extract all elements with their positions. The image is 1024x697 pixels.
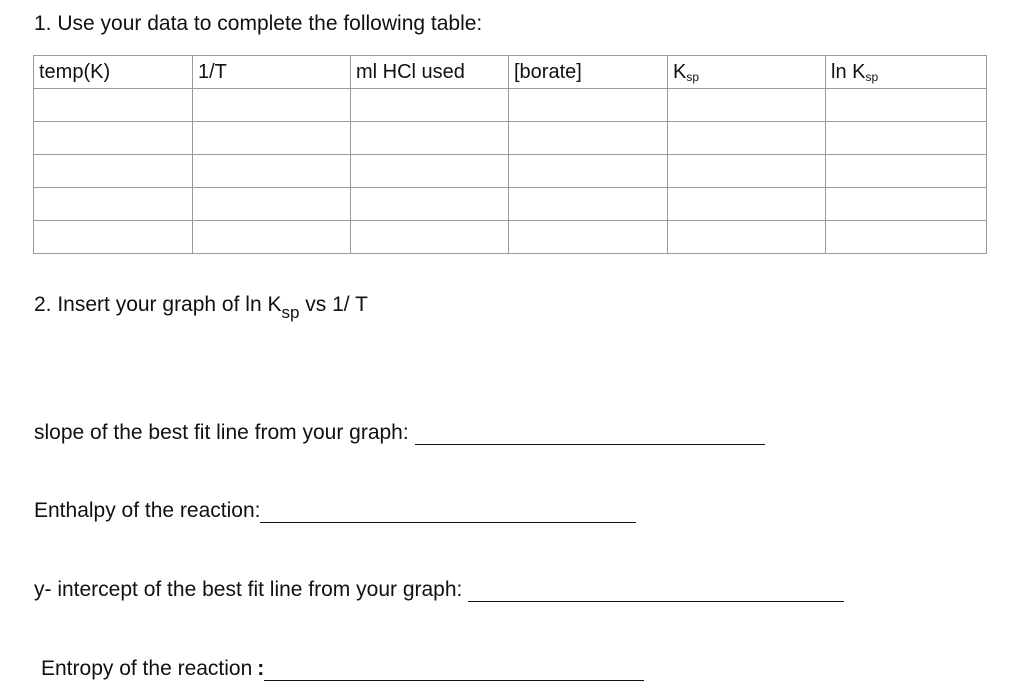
table-cell[interactable] (193, 122, 351, 155)
header-ksp (668, 56, 826, 89)
table-row (34, 155, 987, 188)
question-2-suffix: vs 1/ T (299, 293, 368, 316)
question-2-prompt (34, 293, 368, 322)
table-row (34, 188, 987, 221)
enthalpy-answer-line[interactable] (260, 502, 636, 523)
header-temp: temp(K) (34, 56, 193, 89)
y-intercept-label: y- intercept of the best fit line from your graph: (34, 578, 463, 601)
table-cell[interactable] (668, 89, 826, 122)
table-cell[interactable] (826, 188, 987, 221)
header-ksp-main: K (673, 60, 687, 83)
table-cell[interactable] (826, 155, 987, 188)
header-ln-ksp (826, 56, 987, 89)
entropy-colon: : (257, 657, 265, 680)
header-ln-ksp-subscript: sp (865, 69, 879, 84)
table-row (34, 89, 987, 122)
table-cell[interactable] (668, 122, 826, 155)
table-cell[interactable] (826, 221, 987, 254)
table-cell[interactable] (351, 155, 509, 188)
table-cell[interactable] (668, 155, 826, 188)
table-cell[interactable] (193, 89, 351, 122)
table-cell[interactable] (34, 89, 193, 122)
table-cell[interactable] (668, 188, 826, 221)
entropy-field (41, 657, 644, 681)
enthalpy-label: Enthalpy of the reaction: (34, 499, 261, 522)
table-cell[interactable] (193, 155, 351, 188)
slope-label: slope of the best fit line from your graph: (34, 421, 409, 444)
table-cell[interactable] (509, 89, 668, 122)
table-cell[interactable] (34, 221, 193, 254)
table-cell[interactable] (826, 89, 987, 122)
question-1-prompt: 1. Use your data to complete the following table: (34, 12, 483, 35)
data-table (33, 55, 987, 254)
table-cell[interactable] (34, 155, 193, 188)
table-row (34, 122, 987, 155)
table-cell[interactable] (193, 221, 351, 254)
table-cell[interactable] (34, 122, 193, 155)
table-header-row (34, 56, 987, 89)
table-cell[interactable] (34, 188, 193, 221)
table-cell[interactable] (826, 122, 987, 155)
table-cell[interactable] (668, 221, 826, 254)
table-cell[interactable] (509, 155, 668, 188)
header-ln-ksp-main: ln K (831, 60, 866, 83)
header-hcl-used: ml HCl used (351, 56, 509, 89)
table-cell[interactable] (351, 188, 509, 221)
table-cell[interactable] (509, 221, 668, 254)
table-cell[interactable] (351, 221, 509, 254)
slope-answer-line[interactable] (415, 424, 765, 445)
table-cell[interactable] (509, 122, 668, 155)
table-cell[interactable] (351, 89, 509, 122)
question-2-subscript: sp (281, 303, 300, 322)
table-row (34, 221, 987, 254)
y-intercept-field (34, 578, 844, 602)
table-cell[interactable] (193, 188, 351, 221)
table-cell[interactable] (351, 122, 509, 155)
header-borate: [borate] (509, 56, 668, 89)
slope-field (34, 421, 765, 445)
header-ksp-subscript: sp (686, 69, 700, 84)
y-intercept-answer-line[interactable] (468, 581, 844, 602)
enthalpy-field (34, 499, 636, 523)
entropy-label: Entropy of the reaction (41, 657, 253, 680)
table-cell[interactable] (509, 188, 668, 221)
question-2-prefix: 2. Insert your graph of ln K (34, 293, 282, 316)
header-inverse-temp: 1/T (193, 56, 351, 89)
entropy-answer-line[interactable] (264, 660, 644, 681)
